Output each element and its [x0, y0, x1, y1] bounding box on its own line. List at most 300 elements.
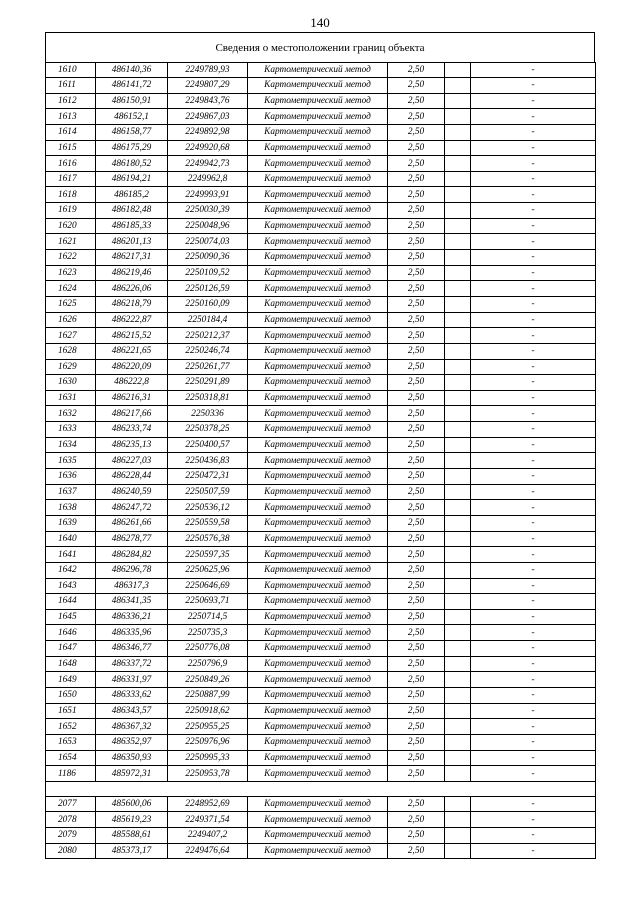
description-cell: -: [471, 750, 596, 766]
note-cell: [445, 484, 471, 500]
method-cell: Картометрический метод: [248, 156, 388, 172]
table-row: [46, 734, 596, 750]
point-number-cell: 1643: [46, 578, 96, 594]
description-cell: -: [471, 171, 596, 187]
x-coordinate-cell: 486343,57: [96, 703, 168, 719]
x-coordinate-cell: 486233,74: [96, 422, 168, 438]
x-coordinate-cell: 486240,59: [96, 484, 168, 500]
precision-cell: 2,50: [388, 469, 445, 485]
y-coordinate-cell: 2250212,37: [168, 328, 248, 344]
point-number-cell: 1646: [46, 625, 96, 641]
table-row: [46, 656, 596, 672]
precision-cell: 2,50: [388, 719, 445, 735]
x-coordinate-cell: 486226,06: [96, 281, 168, 297]
note-cell: [445, 766, 471, 782]
description-cell: -: [471, 265, 596, 281]
precision-cell: 2,50: [388, 124, 445, 140]
point-number-cell: 1633: [46, 422, 96, 438]
x-coordinate-cell: 486296,78: [96, 562, 168, 578]
note-cell: [445, 422, 471, 438]
separator-cell: [46, 781, 596, 796]
x-coordinate-cell: 486335,96: [96, 625, 168, 641]
x-coordinate-cell: 485619,23: [96, 812, 168, 828]
note-cell: [445, 500, 471, 516]
method-cell: Картометрический метод: [248, 250, 388, 266]
description-cell: -: [471, 187, 596, 203]
x-coordinate-cell: 486220,09: [96, 359, 168, 375]
x-coordinate-cell: 486216,31: [96, 390, 168, 406]
table-row: [46, 672, 596, 688]
precision-cell: 2,50: [388, 156, 445, 172]
table-row: [46, 750, 596, 766]
x-coordinate-cell: 486337,72: [96, 656, 168, 672]
note-cell: [445, 281, 471, 297]
note-cell: [445, 218, 471, 234]
method-cell: Картометрический метод: [248, 578, 388, 594]
table-row: [46, 500, 596, 516]
point-number-cell: 1617: [46, 171, 96, 187]
point-number-cell: 1654: [46, 750, 96, 766]
precision-cell: 2,50: [388, 531, 445, 547]
precision-cell: 2,50: [388, 218, 445, 234]
description-cell: -: [471, 93, 596, 109]
x-coordinate-cell: 486185,33: [96, 218, 168, 234]
method-cell: Картометрический метод: [248, 265, 388, 281]
note-cell: [445, 93, 471, 109]
x-coordinate-cell: 486150,91: [96, 93, 168, 109]
precision-cell: 2,50: [388, 843, 445, 859]
y-coordinate-cell: 2250796,9: [168, 656, 248, 672]
x-coordinate-cell: 486140,36: [96, 63, 168, 78]
description-cell: -: [471, 375, 596, 391]
method-cell: Картометрический метод: [248, 343, 388, 359]
note-cell: [445, 672, 471, 688]
y-coordinate-cell: 2250336: [168, 406, 248, 422]
y-coordinate-cell: 2250472,31: [168, 469, 248, 485]
point-number-cell: 1640: [46, 531, 96, 547]
y-coordinate-cell: 2250625,96: [168, 562, 248, 578]
description-cell: -: [471, 500, 596, 516]
x-coordinate-cell: 486221,65: [96, 343, 168, 359]
description-cell: -: [471, 250, 596, 266]
note-cell: [445, 78, 471, 94]
note-cell: [445, 328, 471, 344]
precision-cell: 2,50: [388, 296, 445, 312]
method-cell: Картометрический метод: [248, 78, 388, 94]
description-cell: -: [471, 343, 596, 359]
table-row: [46, 625, 596, 641]
y-coordinate-cell: 2250184,4: [168, 312, 248, 328]
table-row: [46, 250, 596, 266]
boundary-table-sheet: [45, 32, 595, 859]
method-cell: Картометрический метод: [248, 641, 388, 657]
x-coordinate-cell: 486222,8: [96, 375, 168, 391]
table-row: [46, 719, 596, 735]
description-cell: -: [471, 437, 596, 453]
note-cell: [445, 296, 471, 312]
method-cell: Картометрический метод: [248, 812, 388, 828]
y-coordinate-cell: 2250160,09: [168, 296, 248, 312]
table-row: [46, 406, 596, 422]
point-number-cell: 1624: [46, 281, 96, 297]
description-cell: -: [471, 656, 596, 672]
y-coordinate-cell: 2250246,74: [168, 343, 248, 359]
point-number-cell: 1634: [46, 437, 96, 453]
description-cell: -: [471, 406, 596, 422]
precision-cell: 2,50: [388, 484, 445, 500]
note-cell: [445, 656, 471, 672]
point-number-cell: 1611: [46, 78, 96, 94]
table-row: [46, 156, 596, 172]
description-cell: -: [471, 390, 596, 406]
x-coordinate-cell: 486350,93: [96, 750, 168, 766]
description-cell: -: [471, 124, 596, 140]
description-cell: -: [471, 812, 596, 828]
point-number-cell: 2079: [46, 828, 96, 844]
point-number-cell: 1622: [46, 250, 96, 266]
method-cell: Картометрический метод: [248, 171, 388, 187]
point-number-cell: 1649: [46, 672, 96, 688]
table-row: [46, 390, 596, 406]
y-coordinate-cell: 2250693,71: [168, 594, 248, 610]
x-coordinate-cell: 486367,32: [96, 719, 168, 735]
description-cell: -: [471, 734, 596, 750]
method-cell: Картометрический метод: [248, 422, 388, 438]
note-cell: [445, 687, 471, 703]
y-coordinate-cell: 2250436,83: [168, 453, 248, 469]
note-cell: [445, 578, 471, 594]
table-row: [46, 422, 596, 438]
table-row: [46, 234, 596, 250]
note-cell: [445, 547, 471, 563]
note-cell: [445, 312, 471, 328]
table-row: [46, 469, 596, 485]
method-cell: Картометрический метод: [248, 672, 388, 688]
method-cell: Картометрический метод: [248, 469, 388, 485]
point-number-cell: 1635: [46, 453, 96, 469]
method-cell: Картометрический метод: [248, 703, 388, 719]
precision-cell: 2,50: [388, 78, 445, 94]
description-cell: -: [471, 594, 596, 610]
method-cell: Картометрический метод: [248, 93, 388, 109]
x-coordinate-cell: 485588,61: [96, 828, 168, 844]
precision-cell: 2,50: [388, 109, 445, 125]
precision-cell: 2,50: [388, 672, 445, 688]
table-row: [46, 453, 596, 469]
point-number-cell: 1652: [46, 719, 96, 735]
method-cell: Картометрический метод: [248, 547, 388, 563]
description-cell: -: [471, 515, 596, 531]
y-coordinate-cell: 2250976,96: [168, 734, 248, 750]
precision-cell: 2,50: [388, 734, 445, 750]
point-number-cell: 1628: [46, 343, 96, 359]
point-number-cell: 1629: [46, 359, 96, 375]
note-cell: [445, 359, 471, 375]
y-coordinate-cell: 2250597,35: [168, 547, 248, 563]
method-cell: Картометрический метод: [248, 594, 388, 610]
point-number-cell: 1648: [46, 656, 96, 672]
point-number-cell: 1630: [46, 375, 96, 391]
x-coordinate-cell: 486352,97: [96, 734, 168, 750]
y-coordinate-cell: 2250030,39: [168, 203, 248, 219]
note-cell: [445, 625, 471, 641]
method-cell: Картометрический метод: [248, 124, 388, 140]
y-coordinate-cell: 2250714,5: [168, 609, 248, 625]
method-cell: Картометрический метод: [248, 656, 388, 672]
point-number-cell: 1631: [46, 390, 96, 406]
note-cell: [445, 140, 471, 156]
description-cell: -: [471, 719, 596, 735]
method-cell: Картометрический метод: [248, 562, 388, 578]
method-cell: Картометрический метод: [248, 766, 388, 782]
note-cell: [445, 594, 471, 610]
y-coordinate-cell: 2250887,99: [168, 687, 248, 703]
method-cell: Картометрический метод: [248, 687, 388, 703]
y-coordinate-cell: 2249476,64: [168, 843, 248, 859]
precision-cell: 2,50: [388, 265, 445, 281]
description-cell: -: [471, 484, 596, 500]
y-coordinate-cell: 2250776,08: [168, 641, 248, 657]
precision-cell: 2,50: [388, 359, 445, 375]
precision-cell: 2,50: [388, 625, 445, 641]
x-coordinate-cell: 486341,35: [96, 594, 168, 610]
y-coordinate-cell: 2248952,69: [168, 796, 248, 812]
description-cell: -: [471, 312, 596, 328]
table-row: [46, 562, 596, 578]
x-coordinate-cell: 486185,2: [96, 187, 168, 203]
method-cell: Картометрический метод: [248, 203, 388, 219]
description-cell: -: [471, 703, 596, 719]
precision-cell: 2,50: [388, 422, 445, 438]
description-cell: -: [471, 63, 596, 78]
note-cell: [445, 562, 471, 578]
precision-cell: 2,50: [388, 547, 445, 563]
x-coordinate-cell: 486261,66: [96, 515, 168, 531]
method-cell: Картометрический метод: [248, 500, 388, 516]
point-number-cell: 1632: [46, 406, 96, 422]
description-cell: -: [471, 156, 596, 172]
y-coordinate-cell: 2250378,25: [168, 422, 248, 438]
note-cell: [445, 734, 471, 750]
precision-cell: 2,50: [388, 453, 445, 469]
x-coordinate-cell: 486201,13: [96, 234, 168, 250]
description-cell: -: [471, 828, 596, 844]
coordinates-table-body: [46, 63, 596, 859]
note-cell: [445, 63, 471, 78]
x-coordinate-cell: 486346,77: [96, 641, 168, 657]
precision-cell: 2,50: [388, 703, 445, 719]
point-number-cell: 1650: [46, 687, 96, 703]
table-row: [46, 140, 596, 156]
table-row: [46, 109, 596, 125]
x-coordinate-cell: 485972,31: [96, 766, 168, 782]
point-number-cell: 1625: [46, 296, 96, 312]
y-coordinate-cell: 2249942,73: [168, 156, 248, 172]
method-cell: Картометрический метод: [248, 750, 388, 766]
x-coordinate-cell: 486217,66: [96, 406, 168, 422]
note-cell: [445, 750, 471, 766]
table-row: [46, 641, 596, 657]
method-cell: Картометрический метод: [248, 437, 388, 453]
point-number-cell: 1644: [46, 594, 96, 610]
y-coordinate-cell: 2249920,68: [168, 140, 248, 156]
description-cell: -: [471, 203, 596, 219]
precision-cell: 2,50: [388, 437, 445, 453]
note-cell: [445, 343, 471, 359]
precision-cell: 2,50: [388, 343, 445, 359]
x-coordinate-cell: 486215,52: [96, 328, 168, 344]
table-row: [46, 687, 596, 703]
method-cell: Картометрический метод: [248, 843, 388, 859]
table-row: [46, 63, 596, 78]
table-row: [46, 203, 596, 219]
note-cell: [445, 390, 471, 406]
table-row: [46, 359, 596, 375]
y-coordinate-cell: 2250090,36: [168, 250, 248, 266]
method-cell: Картометрический метод: [248, 359, 388, 375]
table-row: [46, 375, 596, 391]
method-cell: Картометрический метод: [248, 828, 388, 844]
table-row: [46, 343, 596, 359]
precision-cell: 2,50: [388, 641, 445, 657]
precision-cell: 2,50: [388, 328, 445, 344]
y-coordinate-cell: 2250048,96: [168, 218, 248, 234]
description-cell: -: [471, 843, 596, 859]
point-number-cell: 1638: [46, 500, 96, 516]
y-coordinate-cell: 2250576,38: [168, 531, 248, 547]
note-cell: [445, 469, 471, 485]
precision-cell: 2,50: [388, 203, 445, 219]
method-cell: Картометрический метод: [248, 390, 388, 406]
x-coordinate-cell: 486228,44: [96, 469, 168, 485]
method-cell: Картометрический метод: [248, 296, 388, 312]
note-cell: [445, 234, 471, 250]
description-cell: -: [471, 281, 596, 297]
x-coordinate-cell: 486317,3: [96, 578, 168, 594]
x-coordinate-cell: 486218,79: [96, 296, 168, 312]
description-cell: -: [471, 328, 596, 344]
point-number-cell: 1639: [46, 515, 96, 531]
method-cell: Картометрический метод: [248, 281, 388, 297]
description-cell: -: [471, 140, 596, 156]
point-number-cell: 1616: [46, 156, 96, 172]
note-cell: [445, 703, 471, 719]
point-number-cell: 1623: [46, 265, 96, 281]
table-row: [46, 547, 596, 563]
note-cell: [445, 531, 471, 547]
point-number-cell: 1614: [46, 124, 96, 140]
precision-cell: 2,50: [388, 250, 445, 266]
description-cell: -: [471, 547, 596, 563]
y-coordinate-cell: 2250735,3: [168, 625, 248, 641]
y-coordinate-cell: 2250507,59: [168, 484, 248, 500]
method-cell: Картометрический метод: [248, 140, 388, 156]
y-coordinate-cell: 2250559,58: [168, 515, 248, 531]
point-number-cell: 1612: [46, 93, 96, 109]
point-number-cell: 1613: [46, 109, 96, 125]
point-number-cell: 1610: [46, 63, 96, 78]
y-coordinate-cell: 2249407,2: [168, 828, 248, 844]
point-number-cell: 1637: [46, 484, 96, 500]
table-row: [46, 312, 596, 328]
precision-cell: 2,50: [388, 500, 445, 516]
precision-cell: 2,50: [388, 687, 445, 703]
note-cell: [445, 171, 471, 187]
separator-row: [46, 781, 596, 796]
note-cell: [445, 641, 471, 657]
x-coordinate-cell: 486333,62: [96, 687, 168, 703]
precision-cell: 2,50: [388, 312, 445, 328]
precision-cell: 2,50: [388, 93, 445, 109]
table-row: [46, 328, 596, 344]
description-cell: -: [471, 562, 596, 578]
precision-cell: 2,50: [388, 390, 445, 406]
description-cell: -: [471, 453, 596, 469]
point-number-cell: 1186: [46, 766, 96, 782]
table-row: [46, 828, 596, 844]
method-cell: Картометрический метод: [248, 719, 388, 735]
y-coordinate-cell: 2250126,59: [168, 281, 248, 297]
note-cell: [445, 124, 471, 140]
table-row: [46, 437, 596, 453]
method-cell: Картометрический метод: [248, 515, 388, 531]
point-number-cell: 1642: [46, 562, 96, 578]
table-row: [46, 843, 596, 859]
method-cell: Картометрический метод: [248, 453, 388, 469]
description-cell: -: [471, 469, 596, 485]
y-coordinate-cell: 2250261,77: [168, 359, 248, 375]
method-cell: Картометрический метод: [248, 328, 388, 344]
precision-cell: 2,50: [388, 171, 445, 187]
x-coordinate-cell: 486222,87: [96, 312, 168, 328]
table-row: [46, 484, 596, 500]
x-coordinate-cell: 486278,77: [96, 531, 168, 547]
method-cell: Картометрический метод: [248, 218, 388, 234]
table-row: [46, 281, 596, 297]
point-number-cell: 1620: [46, 218, 96, 234]
table-row: [46, 796, 596, 812]
description-cell: -: [471, 296, 596, 312]
y-coordinate-cell: 2250955,25: [168, 719, 248, 735]
y-coordinate-cell: 2249892,98: [168, 124, 248, 140]
note-cell: [445, 609, 471, 625]
point-number-cell: 1645: [46, 609, 96, 625]
method-cell: Картометрический метод: [248, 734, 388, 750]
note-cell: [445, 515, 471, 531]
description-cell: -: [471, 625, 596, 641]
precision-cell: 2,50: [388, 828, 445, 844]
point-number-cell: 2078: [46, 812, 96, 828]
y-coordinate-cell: 2250953,78: [168, 766, 248, 782]
point-number-cell: 2080: [46, 843, 96, 859]
description-cell: -: [471, 609, 596, 625]
precision-cell: 2,50: [388, 406, 445, 422]
precision-cell: 2,50: [388, 766, 445, 782]
precision-cell: 2,50: [388, 375, 445, 391]
note-cell: [445, 250, 471, 266]
note-cell: [445, 719, 471, 735]
table-row: [46, 218, 596, 234]
y-coordinate-cell: 2250849,26: [168, 672, 248, 688]
table-row: [46, 766, 596, 782]
x-coordinate-cell: 486247,72: [96, 500, 168, 516]
precision-cell: 2,50: [388, 187, 445, 203]
note-cell: [445, 375, 471, 391]
method-cell: Картометрический метод: [248, 375, 388, 391]
point-number-cell: 1621: [46, 234, 96, 250]
x-coordinate-cell: 486235,13: [96, 437, 168, 453]
y-coordinate-cell: 2250074,03: [168, 234, 248, 250]
